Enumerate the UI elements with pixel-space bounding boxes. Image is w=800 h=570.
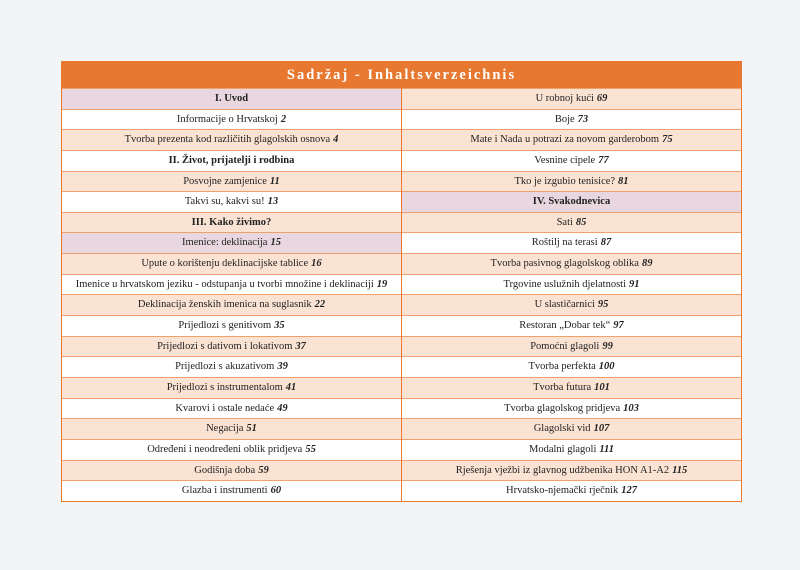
toc-entry bbox=[402, 212, 741, 233]
table-of-contents bbox=[61, 61, 742, 502]
toc-entry-page-number: 59 bbox=[258, 464, 269, 476]
toc-entry-label: II. Život, prijatelji i rodbina bbox=[168, 154, 295, 166]
toc-columns bbox=[62, 88, 741, 501]
toc-entry-page-number: 99 bbox=[602, 340, 613, 352]
toc-entry-label: U slastičarnici bbox=[534, 299, 595, 311]
toc-entry-page-number: 35 bbox=[274, 320, 285, 332]
toc-entry-label: Tvorba pasivnog glagolskog oblika bbox=[490, 258, 639, 270]
toc-entry bbox=[62, 315, 401, 336]
toc-entry-page-number: 4 bbox=[333, 134, 339, 146]
toc-entry-label: Vesnine cipele bbox=[534, 154, 596, 166]
toc-entry bbox=[402, 191, 741, 212]
toc-entry bbox=[62, 439, 401, 460]
toc-entry bbox=[62, 356, 401, 377]
toc-entry bbox=[402, 377, 741, 398]
toc-entry-page-number: 100 bbox=[598, 361, 615, 373]
toc-entry-label: Negacija bbox=[206, 423, 244, 435]
toc-entry-label: Prijedlozi s genitivom bbox=[178, 320, 272, 332]
toc-entry-page-number: 97 bbox=[613, 320, 624, 332]
toc-entry bbox=[402, 150, 741, 171]
toc-entry bbox=[402, 336, 741, 357]
toc-entry-label: U robnoj kući bbox=[535, 93, 594, 104]
toc-entry bbox=[62, 418, 401, 439]
toc-entry bbox=[402, 294, 741, 315]
toc-title: Sadržaj - Inhaltsverzeichnis bbox=[62, 62, 741, 88]
toc-entry-label: Kvarovi i ostale nedaće bbox=[175, 402, 275, 414]
toc-entry-label: Rješenja vježbi iz glavnog udžbenika HON A1-A2 bbox=[455, 464, 670, 476]
toc-entry bbox=[402, 439, 741, 460]
toc-entry-label: Tvorba prezenta kod različitih glagolskih osnova bbox=[124, 134, 331, 146]
toc-entry bbox=[402, 253, 741, 274]
toc-entry bbox=[402, 88, 741, 109]
toc-entry-label: Trgovine uslužnih djelatnosti bbox=[503, 278, 626, 290]
toc-entry-page-number: 81 bbox=[618, 175, 629, 187]
toc-entry-label: Glagolski vid bbox=[533, 423, 591, 435]
toc-entry bbox=[62, 150, 401, 171]
toc-entry bbox=[402, 356, 741, 377]
toc-entry-label: Posvojne zamjenice bbox=[183, 175, 267, 187]
toc-entry-label: Tvorba futura bbox=[533, 381, 592, 393]
toc-left-column bbox=[62, 88, 402, 501]
toc-entry-label: III. Kako živimo? bbox=[191, 216, 272, 228]
toc-entry-page-number: 87 bbox=[600, 237, 612, 249]
toc-entry bbox=[62, 480, 401, 501]
toc-entry-page-number: 13 bbox=[267, 196, 279, 208]
toc-entry-page-number: 73 bbox=[577, 113, 589, 125]
toc-entry bbox=[402, 315, 741, 336]
toc-entry bbox=[402, 129, 741, 150]
toc-entry bbox=[62, 232, 401, 253]
toc-entry bbox=[402, 418, 741, 439]
toc-entry bbox=[62, 171, 401, 192]
toc-entry-label: Glazba i instrumenti bbox=[181, 485, 268, 497]
toc-entry-label: Modalni glagoli bbox=[529, 443, 597, 455]
toc-entry-page-number: 107 bbox=[593, 423, 610, 435]
toc-entry bbox=[402, 171, 741, 192]
toc-entry-page-number: 2 bbox=[280, 113, 287, 125]
toc-entry bbox=[62, 274, 401, 295]
toc-entry-page-number: 41 bbox=[285, 381, 297, 393]
toc-entry-label: Informacije o Hrvatskoj bbox=[176, 113, 278, 125]
toc-entry-label: Pomoćni glagoli bbox=[530, 340, 600, 352]
toc-entry bbox=[402, 109, 741, 130]
toc-entry-label: Boje bbox=[554, 113, 575, 125]
toc-entry-page-number: 15 bbox=[270, 237, 281, 249]
toc-entry-label: Sati bbox=[556, 216, 573, 228]
toc-entry bbox=[62, 191, 401, 212]
toc-entry-label: Prijedlozi s akuzativom bbox=[175, 361, 275, 373]
toc-entry-page-number: 103 bbox=[623, 402, 639, 414]
toc-entry bbox=[402, 398, 741, 419]
toc-entry-label: Tvorba perfekta bbox=[528, 361, 596, 373]
toc-right-column bbox=[402, 88, 741, 501]
toc-entry-label: Restoran „Dobar tek“ bbox=[519, 320, 611, 332]
toc-entry-label: Imenice: deklinacija bbox=[182, 237, 268, 249]
toc-entry-label: Takvi su, kakvi su! bbox=[184, 196, 265, 208]
toc-entry bbox=[62, 377, 401, 398]
toc-entry-page-number: 19 bbox=[376, 278, 388, 290]
toc-entry-label: Imenice u hrvatskom jeziku - odstupanja u tvorbi množine i deklinaciji bbox=[75, 278, 374, 290]
toc-entry-label: Tvorba glagolskog pridjeva bbox=[504, 402, 621, 414]
toc-entry-page-number: 39 bbox=[277, 361, 288, 373]
toc-entry-page-number: 55 bbox=[305, 443, 316, 455]
toc-entry bbox=[402, 480, 741, 501]
toc-entry-page-number: 16 bbox=[311, 258, 322, 270]
toc-entry bbox=[62, 129, 401, 150]
toc-entry-page-number: 127 bbox=[621, 485, 637, 497]
toc-entry bbox=[62, 109, 401, 130]
toc-entry-page-number: 75 bbox=[662, 134, 673, 146]
toc-entry-label: Određeni i neodređeni oblik pridjeva bbox=[147, 443, 303, 455]
toc-entry-label: Deklinacija ženskih imenica na suglasnik bbox=[137, 299, 312, 311]
toc-entry bbox=[402, 232, 741, 253]
toc-entry bbox=[62, 336, 401, 357]
toc-entry bbox=[402, 460, 741, 481]
toc-entry-page-number: 89 bbox=[641, 258, 653, 270]
toc-entry-page-number: 37 bbox=[295, 340, 306, 352]
toc-entry-page-number: 85 bbox=[575, 216, 587, 228]
toc-entry-label: IV. Svakodnevica bbox=[532, 196, 611, 208]
toc-entry bbox=[62, 294, 401, 315]
toc-entry-label: Hrvatsko-njemački rječnik bbox=[506, 485, 619, 497]
toc-entry-label: Mate i Nada u potrazi za novom garderobom bbox=[470, 134, 660, 146]
toc-entry-page-number: 60 bbox=[270, 485, 282, 497]
toc-entry-label: Roštilj na terasi bbox=[531, 237, 598, 249]
toc-entry bbox=[62, 460, 401, 481]
toc-entry bbox=[62, 88, 401, 109]
toc-entry-page-number: 69 bbox=[596, 93, 608, 104]
toc-entry-page-number: 51 bbox=[246, 423, 257, 435]
toc-entry-label: Tko je izgubio tenisice? bbox=[514, 175, 616, 187]
toc-entry-page-number: 101 bbox=[594, 381, 610, 393]
toc-entry-page-number: 49 bbox=[277, 402, 288, 414]
toc-entry-page-number: 22 bbox=[314, 299, 326, 311]
toc-entry-page-number: 77 bbox=[598, 154, 609, 166]
toc-entry-label: I. Uvod bbox=[214, 93, 249, 104]
toc-entry-label: Upute o korištenju deklinacijske tablice bbox=[141, 258, 309, 270]
toc-entry bbox=[402, 274, 741, 295]
toc-entry-page-number: 95 bbox=[597, 299, 609, 311]
toc-entry bbox=[62, 253, 401, 274]
toc-entry-label: Godišnja doba bbox=[194, 464, 256, 476]
toc-entry-page-number: 91 bbox=[629, 278, 640, 290]
toc-entry bbox=[62, 212, 401, 233]
toc-entry-label: Prijedlozi s dativom i lokativom bbox=[157, 340, 293, 352]
toc-entry-label: Prijedlozi s instrumentalom bbox=[166, 381, 283, 393]
toc-entry-page-number: 115 bbox=[672, 464, 688, 476]
toc-entry-page-number: 11 bbox=[269, 175, 280, 187]
toc-entry-page-number: 111 bbox=[599, 443, 614, 455]
toc-entry bbox=[62, 398, 401, 419]
